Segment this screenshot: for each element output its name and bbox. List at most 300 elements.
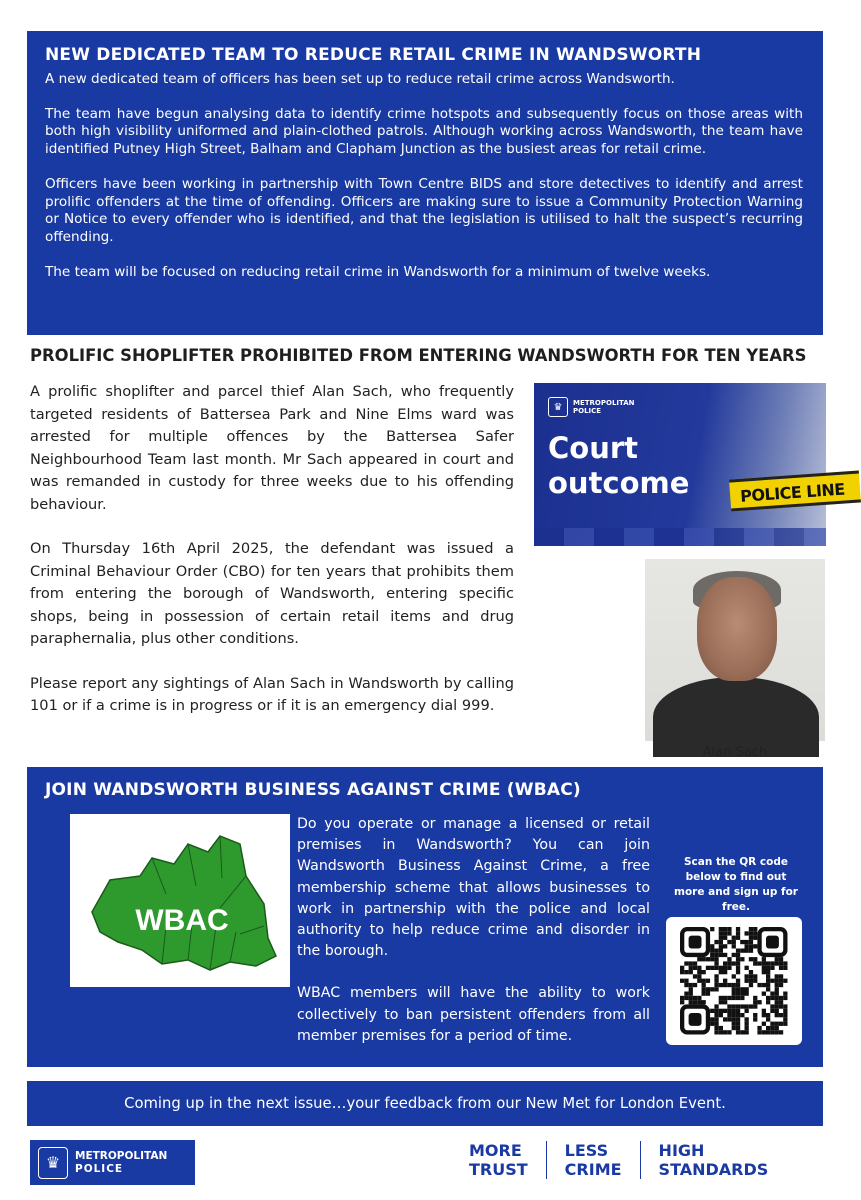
qr-module (732, 936, 736, 940)
slogan-part (659, 1141, 769, 1179)
qr-module (723, 1017, 727, 1021)
qr-module (723, 1000, 727, 1004)
qr-module (714, 979, 718, 983)
qr-module (783, 992, 787, 996)
photo-head (697, 577, 777, 681)
qr-module (775, 1022, 779, 1026)
qr-module (710, 957, 714, 961)
qr-finder-center (689, 936, 702, 949)
coming-up-text: Coming up in the next issue…your feedback from our New Met for London Event. (124, 1095, 726, 1112)
qr-module (745, 987, 749, 991)
qr-module (719, 949, 723, 953)
qr-module (714, 1009, 718, 1013)
banner-heading-line: outcome (548, 466, 690, 500)
qr-module (749, 936, 753, 940)
qr-module (702, 987, 706, 991)
qr-module (753, 936, 757, 940)
qr-module (702, 970, 706, 974)
qr-module (719, 944, 723, 948)
paragraph: Officers have been working in partnership with Town Centre BIDS and store detectives to identify and arrest prolific offenders at the time of offending. Officers are making sure to issue a Community Protection Warning or Notice to every offender who is identified, and that the legislation is utilised to halt the suspect’s recurring offending. (45, 175, 803, 245)
paragraph: WBAC members will have the ability to work collectively to ban persistent offenders from all member premises for a period of time. (297, 985, 650, 1044)
qr-module (719, 966, 723, 970)
qr-module (684, 979, 688, 983)
qr-module (775, 996, 779, 1000)
qr-module (732, 974, 736, 978)
qr-module (736, 983, 740, 987)
slogan-part (565, 1141, 641, 1179)
qr-module (749, 1004, 753, 1008)
paragraph: Do you operate or manage a licensed or retail premises in Wandsworth? You can join Wandsworth Business Against Crime, a free membership scheme that allows businesses to work in partnership with the police and local authority to help reduce crime and disorder in the borough. (297, 816, 650, 960)
qr-module (740, 1030, 744, 1034)
court-outcome-banner (534, 383, 846, 546)
qr-module (684, 970, 688, 974)
qr-module (745, 966, 749, 970)
qr-module (727, 1009, 731, 1013)
qr-module (736, 979, 740, 983)
qr-module (723, 1030, 727, 1034)
qr-module (753, 996, 757, 1000)
paragraph: The team have begun analysing data to identify crime hotspots and subsequently focus on those areas with both high visibility uniformed and plain-clothed patrols. Although working across Wandsworth, the team have identified Putney High Street, Balham and Clapham Junction as the busiest areas for retail crime. (45, 105, 803, 158)
logo-text: METROPOLITAN (75, 1149, 168, 1162)
qr-module (749, 979, 753, 983)
qr-module (775, 1030, 779, 1034)
qr-module (753, 957, 757, 961)
qr-module (714, 983, 718, 987)
paragraph: A prolific shoplifter and parcel thief Alan Sach, who frequently targeted residents of Battersea Park and Nine Elms ward was arrested for multiple offences by the Battersea Safer Neighbourhood Team last month. Mr Sach appeared in court and was remanded in custody for three weeks due to his offending behaviour. (30, 383, 514, 513)
slogan-word: LESS (564, 1141, 609, 1160)
map-shape (92, 836, 276, 970)
qr-module (766, 1030, 770, 1034)
qr-module (719, 931, 723, 935)
qr-module (775, 992, 779, 996)
qr-module (740, 987, 744, 991)
qr-code[interactable] (666, 917, 802, 1045)
qr-module (783, 1013, 787, 1017)
qr-module (697, 1000, 701, 1004)
wbac-article (297, 814, 650, 1068)
qr-module (745, 1022, 749, 1026)
qr-module (727, 957, 731, 961)
qr-module (710, 1022, 714, 1026)
shoplifter-article (30, 381, 514, 740)
qr-module (770, 966, 774, 970)
qr-module (710, 927, 714, 931)
qr-module (762, 983, 766, 987)
qr-module (697, 996, 701, 1000)
qr-module (689, 992, 693, 996)
qr-module (693, 996, 697, 1000)
qr-module (710, 953, 714, 957)
qr-module (775, 979, 779, 983)
qr-module (779, 1004, 783, 1008)
qr-module (723, 931, 727, 935)
qr-module (732, 1009, 736, 1013)
qr-module (710, 987, 714, 991)
qr-module (736, 987, 740, 991)
qr-module (702, 983, 706, 987)
qr-module (736, 949, 740, 953)
qr-module (753, 974, 757, 978)
qr-module (762, 992, 766, 996)
qr-module (766, 966, 770, 970)
qr-module (714, 940, 718, 944)
qr-module (723, 944, 727, 948)
qr-module (766, 1026, 770, 1030)
slogan-word: TRUST (469, 1160, 528, 1179)
qr-module (779, 979, 783, 983)
qr-module (723, 1009, 727, 1013)
qr-module (745, 949, 749, 953)
qr-module (757, 1026, 761, 1030)
qr-module (757, 983, 761, 987)
qr-module (723, 936, 727, 940)
qr-module (736, 992, 740, 996)
qr-module (779, 983, 783, 987)
qr-module (723, 979, 727, 983)
qr-module (693, 966, 697, 970)
qr-module (766, 1017, 770, 1021)
qr-module (702, 992, 706, 996)
crest-icon: ♛ (548, 397, 568, 417)
qr-module (719, 936, 723, 940)
paragraph: On Thursday 16th April 2025, the defendant was issued a Criminal Behaviour Order (CBO) for ten years that prohibits them from entering the borough of Wandsworth, entering specific shops, being in possession of certain retail items and drug paraphernalia, plus other conditions. (30, 540, 514, 647)
qr-module (736, 1013, 740, 1017)
qr-module (732, 1017, 736, 1021)
qr-module (775, 1013, 779, 1017)
police-tape: POLICE LINE (729, 471, 861, 512)
logo-text: METROPOLITAN (573, 399, 635, 407)
qr-module (727, 983, 731, 987)
qr-module (719, 1026, 723, 1030)
qr-module (736, 966, 740, 970)
qr-module (757, 961, 761, 965)
qr-module (714, 961, 718, 965)
banner-stripe (534, 528, 826, 546)
qr-module (727, 1004, 731, 1008)
qr-module (770, 1022, 774, 1026)
qr-module (736, 1004, 740, 1008)
qr-module (706, 979, 710, 983)
qr-module (714, 1022, 718, 1026)
qr-module (770, 1004, 774, 1008)
qr-module (770, 992, 774, 996)
qr-module (775, 983, 779, 987)
qr-module (723, 953, 727, 957)
qr-module (719, 1030, 723, 1034)
qr-module (766, 974, 770, 978)
qr-module (745, 940, 749, 944)
paragraph: A new dedicated team of officers has been set up to reduce retail crime across Wandsworth. (45, 71, 675, 87)
qr-module (727, 1013, 731, 1017)
wbac-map-image (70, 814, 290, 987)
qr-module (723, 996, 727, 1000)
crest-icon: ♛ (38, 1147, 68, 1179)
qr-module (719, 983, 723, 987)
slogan-word: CRIME (564, 1160, 622, 1179)
qr-module (762, 966, 766, 970)
qr-module (710, 944, 714, 948)
paragraph: Please report any sightings of Alan Sach in Wandsworth by calling 101 or if a crime is in progress or if it is an emergency dial 999. (30, 674, 514, 714)
qr-module (706, 992, 710, 996)
slogan-part (469, 1141, 547, 1179)
qr-module (697, 979, 701, 983)
qr-module (714, 987, 718, 991)
qr-module (736, 1030, 740, 1034)
qr-module (697, 957, 701, 961)
qr-module (702, 979, 706, 983)
qr-module (710, 949, 714, 953)
qr-module (783, 996, 787, 1000)
qr-code-image (666, 917, 802, 1045)
qr-module (770, 1026, 774, 1030)
qr-module (745, 931, 749, 935)
qr-module (706, 957, 710, 961)
qr-finder-center (766, 936, 779, 949)
qr-module (762, 1009, 766, 1013)
qr-module (779, 961, 783, 965)
qr-module (684, 983, 688, 987)
qr-module (762, 1022, 766, 1026)
slogan-word: STANDARDS (658, 1160, 769, 1179)
qr-module (723, 966, 727, 970)
qr-module (736, 996, 740, 1000)
qr-module (684, 996, 688, 1000)
qr-module (753, 931, 757, 935)
qr-module (697, 974, 701, 978)
qr-module (710, 1009, 714, 1013)
qr-module (770, 996, 774, 1000)
qr-module (779, 1000, 783, 1004)
qr-module (693, 961, 697, 965)
qr-module (732, 1013, 736, 1017)
qr-module (736, 970, 740, 974)
qr-module (732, 1004, 736, 1008)
slogan-word: HIGH (658, 1141, 705, 1160)
qr-caption: Scan the QR code below to find out more and sign up for free. (674, 856, 798, 913)
met-police-footer-logo (30, 1140, 195, 1185)
qr-module (745, 979, 749, 983)
qr-module (727, 931, 731, 935)
qr-module (736, 1026, 740, 1030)
qr-module (766, 961, 770, 965)
qr-module (719, 927, 723, 931)
qr-module (753, 927, 757, 931)
qr-module (732, 944, 736, 948)
qr-module (736, 936, 740, 940)
qr-module (745, 944, 749, 948)
qr-module (736, 927, 740, 931)
qr-module (706, 966, 710, 970)
slogan (469, 1141, 768, 1179)
qr-module (714, 953, 718, 957)
qr-module (689, 1000, 693, 1004)
qr-module (732, 961, 736, 965)
qr-module (745, 1009, 749, 1013)
qr-module (693, 983, 697, 987)
qr-module (740, 1013, 744, 1017)
qr-module (745, 1030, 749, 1034)
qr-module (766, 979, 770, 983)
qr-module (702, 957, 706, 961)
qr-module (766, 987, 770, 991)
photo-caption: Alan Sach (702, 745, 768, 760)
qr-module (749, 927, 753, 931)
qr-module (727, 927, 731, 931)
qr-module (689, 996, 693, 1000)
qr-module (770, 1009, 774, 1013)
qr-module (783, 966, 787, 970)
qr-module (710, 1017, 714, 1021)
qr-module (697, 970, 701, 974)
qr-module (766, 970, 770, 974)
qr-module (714, 957, 718, 961)
qr-module (732, 953, 736, 957)
qr-module (779, 1013, 783, 1017)
qr-module (766, 1000, 770, 1004)
qr-module (740, 996, 744, 1000)
qr-module (714, 949, 718, 953)
qr-module (779, 996, 783, 1000)
qr-module (745, 992, 749, 996)
section-title: PROLIFIC SHOPLIFTER PROHIBITED FROM ENTERING WANDSWORTH FOR TEN YEARS (30, 346, 807, 365)
qr-module (766, 1013, 770, 1017)
qr-module (689, 966, 693, 970)
qr-module (762, 961, 766, 965)
qr-module (714, 1017, 718, 1021)
qr-module (753, 1000, 757, 1004)
qr-module (749, 949, 753, 953)
qr-module (779, 974, 783, 978)
qr-module (736, 931, 740, 935)
qr-module (680, 970, 684, 974)
qr-module (740, 940, 744, 944)
qr-module (779, 966, 783, 970)
qr-module (732, 996, 736, 1000)
qr-module (783, 1009, 787, 1013)
qr-module (783, 1017, 787, 1021)
qr-module (723, 970, 727, 974)
slogan-word: MORE (469, 1141, 522, 1160)
qr-module (714, 1004, 718, 1008)
qr-module (719, 1013, 723, 1017)
qr-module (706, 987, 710, 991)
qr-module (753, 1017, 757, 1021)
qr-module (783, 1022, 787, 1026)
qr-module (770, 961, 774, 965)
qr-module (732, 987, 736, 991)
qr-module (719, 996, 723, 1000)
qr-module (762, 1013, 766, 1017)
qr-module (749, 940, 753, 944)
qr-module (775, 961, 779, 965)
qr-module (680, 966, 684, 970)
qr-module (732, 1026, 736, 1030)
qr-module (689, 970, 693, 974)
qr-module (753, 961, 757, 965)
qr-module (745, 1004, 749, 1008)
qr-module (727, 940, 731, 944)
qr-module (684, 961, 688, 965)
qr-module (714, 1013, 718, 1017)
qr-module (740, 949, 744, 953)
banner-heading (548, 431, 689, 501)
qr-module (749, 957, 753, 961)
qr-module (714, 1026, 718, 1030)
qr-finder-center (689, 1013, 702, 1026)
qr-module (753, 944, 757, 948)
qr-module (732, 1022, 736, 1026)
qr-module (723, 927, 727, 931)
qr-module (779, 1022, 783, 1026)
qr-module (753, 1004, 757, 1008)
qr-module (697, 966, 701, 970)
qr-module (702, 1000, 706, 1004)
qr-module (689, 987, 693, 991)
retail-crime-team-section (27, 31, 823, 335)
qr-module (762, 970, 766, 974)
qr-module (775, 987, 779, 991)
borough-map (70, 814, 290, 987)
qr-module (749, 931, 753, 935)
qr-module (693, 1000, 697, 1004)
qr-module (693, 974, 697, 978)
qr-module (732, 992, 736, 996)
qr-module (749, 944, 753, 948)
qr-module (719, 1009, 723, 1013)
met-police-logo (548, 397, 635, 417)
qr-module (727, 1017, 731, 1021)
wbac-section (27, 767, 823, 1067)
qr-module (680, 1000, 684, 1004)
qr-module (783, 979, 787, 983)
qr-module (736, 1017, 740, 1021)
map-label: WBAC (135, 904, 229, 937)
qr-module (770, 1030, 774, 1034)
qr-module (775, 1009, 779, 1013)
qr-module (736, 1022, 740, 1026)
qr-module (775, 957, 779, 961)
qr-module (684, 992, 688, 996)
qr-module (783, 961, 787, 965)
qr-module (740, 957, 744, 961)
qr-module (689, 983, 693, 987)
qr-module (779, 1030, 783, 1034)
qr-module (723, 961, 727, 965)
qr-module (775, 1004, 779, 1008)
qr-module (727, 961, 731, 965)
qr-module (714, 974, 718, 978)
qr-module (779, 957, 783, 961)
qr-module (783, 1004, 787, 1008)
qr-module (736, 961, 740, 965)
section-title: JOIN WANDSWORTH BUSINESS AGAINST CRIME (WBAC) (45, 780, 581, 800)
section-title: NEW DEDICATED TEAM TO REDUCE RETAIL CRIME IN WANDSWORTH (45, 45, 702, 65)
qr-module (753, 979, 757, 983)
banner-heading-line: Court (548, 431, 639, 465)
qr-module (719, 1000, 723, 1004)
qr-module (727, 996, 731, 1000)
logo-text: POLICE (75, 1162, 124, 1175)
qr-module (723, 983, 727, 987)
qr-module (740, 1004, 744, 1008)
qr-module (775, 1000, 779, 1004)
qr-module (757, 1030, 761, 1034)
qr-module (736, 1009, 740, 1013)
qr-module (766, 983, 770, 987)
qr-module (719, 940, 723, 944)
qr-module (749, 970, 753, 974)
qr-module (680, 979, 684, 983)
